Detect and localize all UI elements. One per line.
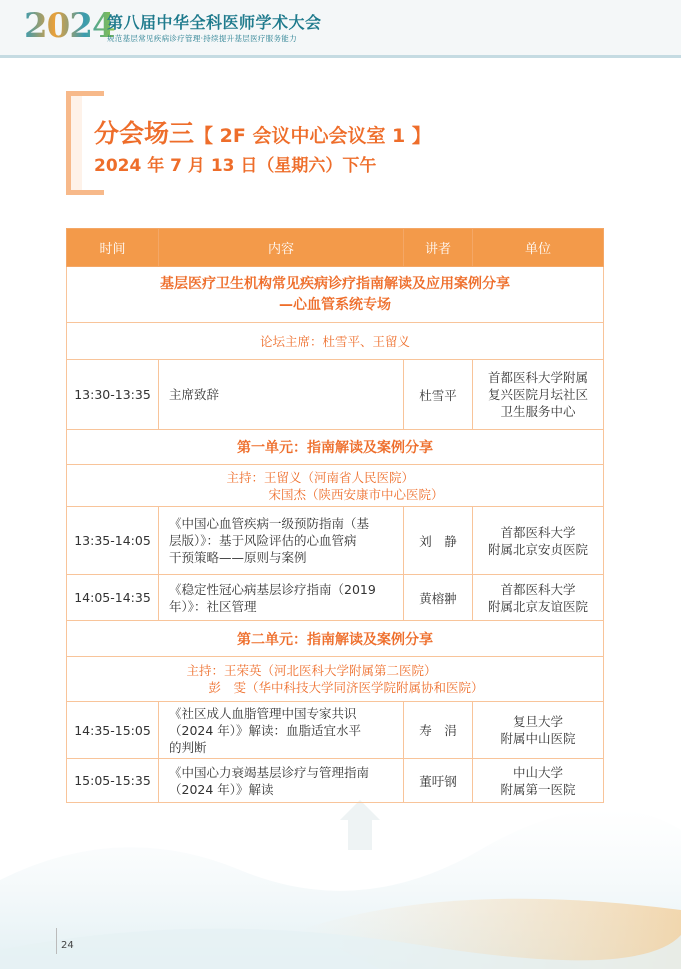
row-speaker: 黄榕翀 — [404, 575, 473, 621]
unit-line: 中山大学 — [512, 764, 563, 780]
logo-year-text: 2024 — [24, 6, 115, 46]
row-unit — [473, 507, 604, 575]
chair-line: 彭 雯（华中科技大学同济医学院附属协和医院） — [208, 680, 484, 695]
forum-title-row — [67, 267, 604, 323]
unit1-title-row — [67, 430, 604, 465]
content-line: 的判断 — [169, 739, 207, 755]
row-time: 13:35-14:05 — [67, 507, 159, 575]
unit-line: 首都医科大学 — [500, 581, 576, 597]
content-line: （2024 年）》解读 — [169, 781, 274, 797]
header-divider — [0, 55, 681, 58]
unit2-chairs — [67, 657, 604, 702]
conference-title: 第八届中华全科医师学术大会 — [107, 13, 322, 32]
table-row — [67, 759, 604, 803]
forum-title — [67, 267, 604, 323]
table-row — [67, 575, 604, 621]
content-line: 年）》：社区管理 — [169, 598, 257, 614]
unit-line: 复兴医院月坛社区 — [487, 387, 588, 402]
content-line: 《中国心力衰竭基层诊疗与管理指南 — [169, 764, 370, 780]
row-time: 15:05-15:35 — [67, 759, 159, 803]
forum-chairs-row — [67, 323, 604, 360]
header-content: 内容 — [159, 229, 404, 267]
row-speaker: 刘 静 — [404, 507, 473, 575]
unit2-title-row — [67, 621, 604, 657]
unit-line: 附属第一医院 — [500, 781, 576, 797]
row-content — [159, 575, 404, 621]
schedule-table — [66, 228, 604, 803]
table-row — [67, 360, 604, 430]
forum-title-line1: 基层医疗卫生机构常见疾病诊疗指南解读及应用案例分享 — [160, 275, 510, 292]
row-unit — [473, 575, 604, 621]
content-line: 《稳定性冠心病基层诊疗指南（2019 — [169, 581, 376, 597]
unit1-chairs — [67, 465, 604, 507]
unit1-title: 第一单元：指南解读及案例分享 — [67, 430, 604, 465]
chair-line: 宋国杰（陕西安康市中心医院） — [268, 486, 444, 502]
row-content — [159, 759, 404, 803]
table-row — [67, 702, 604, 759]
header-speaker: 讲者 — [404, 229, 473, 267]
conference-subtitle: 规范基层常见疾病诊疗管理·持续提升基层医疗服务能力 — [107, 34, 297, 43]
row-speaker: 杜雪平 — [404, 360, 473, 430]
row-time: 14:35-15:05 — [67, 702, 159, 759]
chair-line: 主持：王留义（河南省人民医院） — [226, 469, 414, 485]
row-content — [159, 702, 404, 759]
unit-line: 附属北京安贞医院 — [487, 541, 588, 557]
header-time: 时间 — [67, 229, 159, 267]
page-header — [0, 0, 681, 58]
row-content — [159, 507, 404, 575]
unit-line: 卫生服务中心 — [500, 404, 576, 419]
chair-line: 主持：王荣英（河北医科大学附属第二医院） — [186, 663, 437, 678]
forum-chairs: 论坛主席：杜雪平、王留义 — [67, 323, 604, 360]
unit-line: 附属中山医院 — [500, 731, 576, 746]
forum-title-line2: —心血管系统专场 — [279, 296, 391, 313]
row-content: 主席致辞 — [159, 360, 404, 430]
unit-line: 首都医科大学附属 — [487, 370, 588, 385]
row-speaker: 董吁钢 — [404, 759, 473, 803]
content-line: 《社区成人血脂管理中国专家共识 — [169, 705, 357, 721]
unit-line: 首都医科大学 — [500, 524, 576, 540]
unit1-chair-row — [67, 465, 604, 507]
row-unit — [473, 759, 604, 803]
session-title — [94, 114, 431, 150]
content-line: 干预策略——原则与案例 — [169, 550, 307, 565]
row-unit — [473, 702, 604, 759]
session-name: 分会场三 — [94, 119, 195, 148]
unit-line: 附属北京友谊医院 — [487, 598, 588, 614]
row-unit — [473, 360, 604, 430]
page-number-divider — [56, 928, 57, 954]
table-header-row — [67, 229, 604, 267]
unit-line: 复旦大学 — [512, 714, 563, 729]
page-number: 24 — [61, 940, 74, 951]
logo-2024 — [24, 6, 115, 46]
unit2-title: 第二单元：指南解读及案例分享 — [67, 621, 604, 657]
row-time: 13:30-13:35 — [67, 360, 159, 430]
row-speaker: 寿 涓 — [404, 702, 473, 759]
content-line: （2024 年）》解读：血脂适宜水平 — [169, 722, 362, 738]
row-time: 14:05-14:35 — [67, 575, 159, 621]
content-line: 层版）》：基于风险评估的心血管病 — [169, 533, 357, 548]
content-line: 《中国心血管疾病一级预防指南（基 — [169, 516, 370, 531]
session-date: 2024 年 7 月 13 日（星期六）下午 — [94, 156, 377, 176]
header-unit: 单位 — [473, 229, 604, 267]
unit2-chair-row — [67, 657, 604, 702]
table-row — [67, 507, 604, 575]
session-room: 【 2F 会议中心会议室 1 】 — [194, 125, 431, 147]
